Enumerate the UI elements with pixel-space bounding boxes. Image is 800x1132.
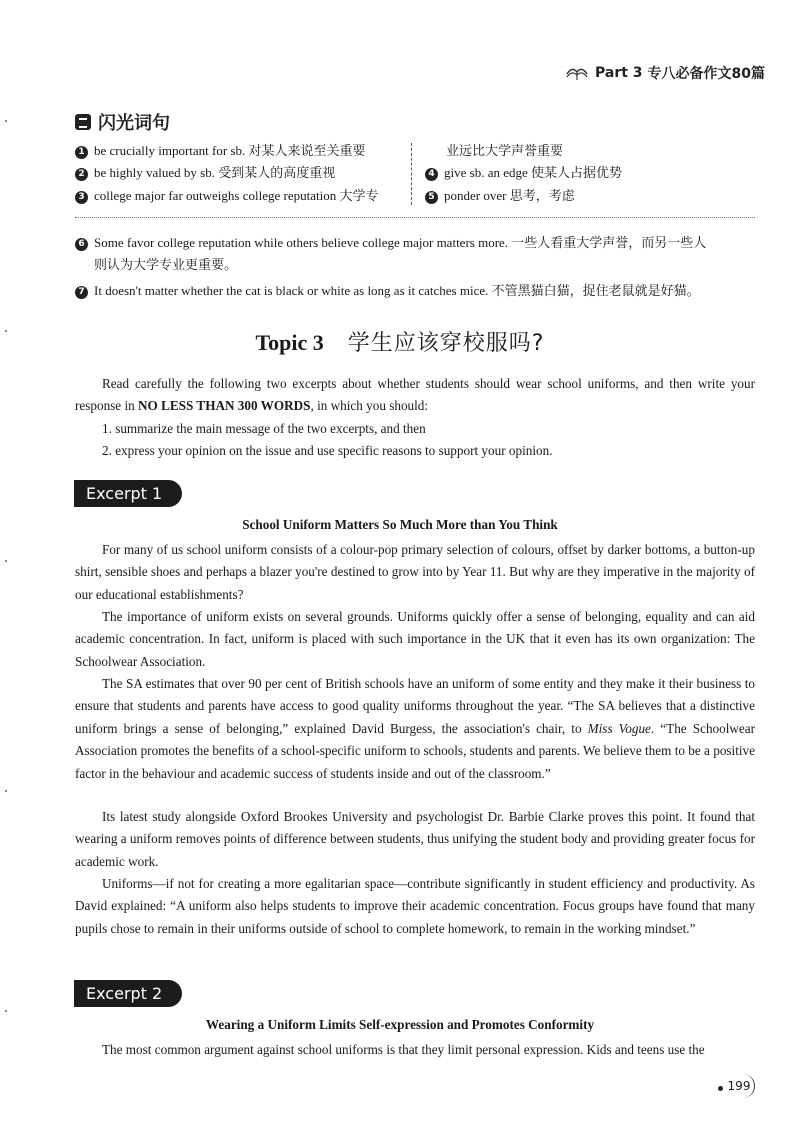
number-badge: 5 — [425, 191, 438, 204]
excerpt-1-paragraph-2: The importance of uniform exists on several grounds. Uniforms quickly offer a sense of belonging, equality and can aid academic concentration. In fact, uniform is placed with such importance in the UK that it even has its own organization: The Schoolwear Association. — [75, 609, 755, 669]
number-badge: 7 — [75, 286, 88, 299]
sentence-6 — [75, 235, 706, 251]
excerpt-2-paragraph-1: The most common argument against school uniforms is that they limit personal expression. Kids and teens use the — [102, 1042, 705, 1057]
instructions-paragraph — [75, 373, 755, 418]
paragraph-text: The SA estimates that over 90 per cent of British schools have an uniform of some entity and they make it their business to ensure that students and parents have access to good quality uniforms throughout the year. “The SA believes that a distinctive uniform brings a sense of belonging,” explained David Burgess, the association's chair, to — [75, 676, 755, 736]
topic-question: 学生应该穿校服吗? — [347, 331, 545, 356]
word-limit: NO LESS THAN 300 WORDS — [138, 398, 311, 414]
excerpt-2-badge: Excerpt 2 — [74, 980, 182, 1007]
number-badge: 3 — [75, 191, 88, 204]
phrase-text: college major far outweighs college reputation 大学专 — [94, 188, 379, 203]
excerpt-2-title: Wearing a Uniform Limits Self-expression and Promotes Conformity — [205, 1017, 595, 1032]
number-badge: 1 — [75, 146, 88, 159]
excerpt-1-paragraph-5: Uniforms—if not for creating a more egalitarian space—contribute significantly in student efficiency and productivity. As David explained: “A uniform also helps students to improve their academic concentration. Focus groups have found that many pupils chose to remain in their uniforms outside of school to complete homework, to remain in the working mindset.” — [75, 876, 755, 936]
magazine-name: Miss Vogue — [587, 720, 651, 736]
phrase-4 — [425, 165, 622, 181]
phrase-text: ponder over 思考，考虑 — [444, 188, 575, 203]
topic-label: Topic 3 — [255, 330, 324, 355]
scan-mark — [5, 120, 7, 122]
excerpt-1-paragraph-3 — [75, 673, 755, 785]
sentence-text: It doesn't matter whether the cat is black or white as long as it catches mice. 不管黑猫白猫，捉住老鼠就是好猫。 — [94, 283, 700, 298]
running-header — [564, 62, 765, 84]
phrase-text: give sb. an edge 使某人占据优势 — [444, 165, 623, 180]
excerpt-1-paragraph-4: Its latest study alongside Oxford Brookes University and psychologist Dr. Barbie Clarke proves this point. It found that wearing a uniform removes points of difference between students, thus unifying the student body and providing greater focus for academic work. — [75, 809, 755, 869]
phrase-2 — [75, 165, 335, 181]
book-icon — [75, 114, 91, 130]
scan-mark — [5, 1010, 7, 1012]
phrase-text: 业远比大学声誉重要 — [446, 143, 564, 158]
instructions-text: Read carefully the following two excerpts about whether students should wear school uniforms, and then write your response in — [75, 376, 755, 414]
instructions-text-end: , in which you should: — [310, 398, 429, 414]
excerpt-1-badge: Excerpt 1 — [74, 480, 182, 507]
instruction-item-2: 2. express your opinion on the issue and use specific reasons to support your opinion. — [102, 443, 553, 458]
phrase-3 — [75, 188, 378, 204]
scan-mark — [5, 330, 7, 332]
phrase-3-continued — [446, 143, 563, 159]
flash-heading — [75, 109, 170, 135]
excerpt-1-paragraph-1: For many of us school uniform consists of a colour-pop primary selection of colours, offset by darker bottoms, a button-up shirt, sensible shoes and perhaps a blazer you're destined to grow into by Year 11. But why are they imperative in the majority of our educational establishments? — [75, 542, 755, 602]
number-badge: 4 — [425, 168, 438, 181]
dotted-divider — [75, 217, 755, 218]
flash-heading-label: 闪光词句 — [98, 113, 170, 134]
page-number-dot — [718, 1086, 723, 1091]
number-badge: 6 — [75, 238, 88, 251]
book-logo-icon — [564, 62, 590, 84]
topic-title — [0, 326, 800, 357]
scan-mark — [5, 790, 7, 792]
page-number: 199 — [724, 1074, 755, 1098]
phrase-text: be highly valued by sb. 受到某人的高度重视 — [94, 165, 336, 180]
number-badge: 2 — [75, 168, 88, 181]
sentence-text: Some favor college reputation while others believe college major matters more. 一些人看重大学声誉，而另一些人 — [94, 235, 707, 250]
book-title: 专八必备作文80篇 — [647, 66, 766, 82]
paragraph-text-end: . “The Schoolwear Association promotes the benefits of a school-specific uniform to schools, students and parents. We believe them to be a positive factor in the behaviour and academic success of students inside and out of the classroom.” — [75, 720, 756, 781]
phrase-text: be crucially important for sb. 对某人来说至关重要 — [94, 143, 366, 158]
part-label: Part 3 — [595, 65, 643, 81]
sentence-7 — [75, 283, 700, 299]
scan-mark — [5, 560, 7, 562]
phrase-5 — [425, 188, 575, 204]
sentence-6-continued: 则认为大学专业更重要。 — [94, 257, 238, 272]
column-divider — [411, 143, 412, 205]
excerpt-1-title: School Uniform Matters So Much More than You Think — [242, 517, 558, 532]
instruction-item-1: 1. summarize the main message of the two excerpts, and then — [102, 421, 426, 436]
phrase-1 — [75, 143, 366, 159]
